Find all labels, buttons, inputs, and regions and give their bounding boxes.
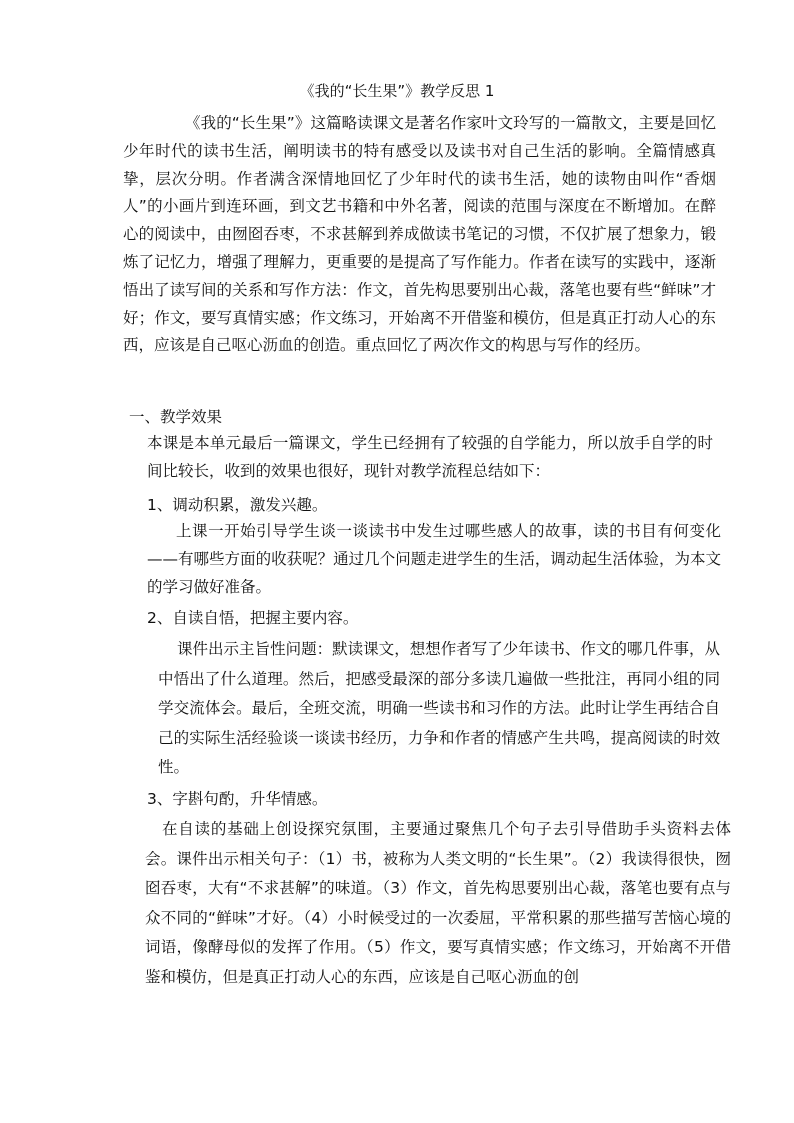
- section-body-paragraph: 本课是本单元最后一篇课文，学生已经拥有了较强的自学能力，所以放手自学的时间比较长，收到的效果也很好，现针对教学流程总结如下：: [147, 434, 713, 480]
- document-title: 《我的“长生果”》教学反思 1: [299, 82, 495, 100]
- intro-paragraph: 《我的“长生果”》这篇略读课文是著名作家叶文玲写的一篇散文，主要是回忆少年时代的读书生活，阐明读书的特有感受以及读书对自己生活的影响。全篇情感真挚，层次分明。作者满含深情地回忆了少年时代的读书生活，她的读物由叫作“香烟人”的小画片到连环画，到文艺书籍和中外名著，阅读的范围与深度在不断增加。在醉心的阅读中，由囫囵吞枣，不求甚解到养成做读书笔记的习惯，不仅扩展了想象力，锻炼了记忆力，增强了理解力，更重要的是提高了写作能力。作者在读写的实践中，逐渐悟出了读写间的关系和写作方法：作文，首先构思要别出心裁，落笔也要有些“鲜味”才好；作文，要写真情实感；作文练习，开始离不开借鉴和模仿，但是真正打动人心的东西，应该是自己呕心沥血的创造。重点回忆了两次作文的构思与写作的经历。: [123, 114, 716, 355]
- item-body-1: 上课一开始引导学生谈一谈读书中发生过哪些感人的故事，读的书目有何变化——有哪些方面的收获呢？通过几个问题走进学生的生活，调动起生活体验，为本文的学习做好准备。: [147, 522, 721, 596]
- item-body-3: 在自读的基础上创设探究氛围，主要通过聚焦几个句子去引导借助手头资料去体会。课件出示相关句子：（1）书，被称为人类文明的“长生果”。（2）我读得很快，囫囵吞枣，大有“不求甚解”的味道。（3）作文，首先构思要别出心裁，落笔也要有点与众不同的“鲜味”才好。（4）小时候受过的一次委屈，平常积累的那些描写苦恼心境的词语，像酵母似的发挥了作用。（5）作文，要写真情实感；作文练习，开始离不开借鉴和模仿，但是真正打动人心的东西，应该是自己呕心沥血的创: [145, 820, 731, 986]
- item-heading-1: 1、调动积累，激发兴趣。: [147, 496, 328, 514]
- item-body-2: 课件出示主旨性问题：默读课文，想想作者写了少年读书、作文的哪几件事，从中悟出了什么道理。然后，把感受最深的部分多读几遍做一些批注，再同小组的同学交流体会。最后，全班交流，明确一些读书和习作的方法。此时让学生再结合自己的实际生活经验谈一谈读书经历，力争和作者的情感产生共鸣，提高阅读的时效性。: [158, 640, 720, 776]
- section-heading-teaching-effect: 一、教学效果: [129, 408, 223, 426]
- item-heading-3: 3、字斟句酌，升华情感。: [147, 790, 328, 808]
- item-heading-2: 2、自读自悟，把握主要内容。: [147, 609, 359, 627]
